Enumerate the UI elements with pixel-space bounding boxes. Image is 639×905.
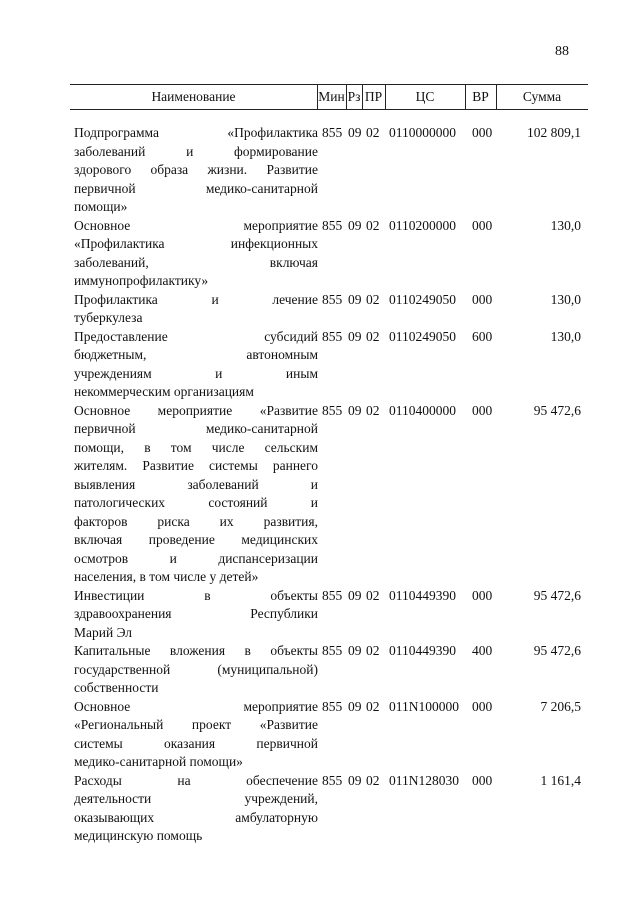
cell-rz: 09: [348, 698, 362, 714]
row-name-line: Инвестиции в объекты: [74, 587, 318, 603]
cell-vr: 000: [472, 698, 493, 714]
cell-min: 855: [322, 587, 343, 603]
cell-cs: 0110000000: [389, 125, 456, 140]
row-name: [74, 217, 318, 291]
row-name-line: Подпрограмма «Профилактика: [74, 125, 318, 140]
cell-pr: 02: [366, 402, 380, 418]
row-name-line: собственности: [74, 680, 159, 695]
cell-cs: 0110249050: [389, 291, 456, 307]
row-name: [74, 402, 318, 587]
cell-vr: 000: [472, 402, 493, 418]
cell-vr: 000: [472, 217, 493, 233]
cell-sum: 95 472,6: [533, 643, 581, 658]
row-name-line: учреждениям и иным: [74, 365, 318, 381]
cell-vr: 000: [472, 291, 493, 307]
row-name-line: Расходы на обеспечение: [74, 772, 318, 788]
table-header-bottom-rule: [70, 109, 588, 110]
cell-pr: 02: [366, 587, 380, 603]
cell-sum: 1 161,4: [540, 772, 581, 788]
cell-pr: 02: [366, 125, 380, 140]
header-cs: ЦС: [415, 89, 435, 104]
row-name-line: государственной (муниципальной): [74, 661, 318, 677]
cell-pr: 02: [366, 698, 380, 714]
row-name-line: медико-санитарной помощи»: [74, 754, 243, 769]
cell-sum: 95 472,6: [533, 402, 581, 418]
row-name-line: первичной медико-санитарной: [74, 421, 318, 436]
cell-vr: 000: [472, 772, 493, 788]
row-name-line: выявления заболеваний и: [74, 476, 318, 492]
row-name: [74, 587, 318, 643]
cell-min: 855: [322, 643, 343, 658]
cell-pr: 02: [366, 217, 380, 233]
cell-rz: 09: [348, 772, 362, 788]
row-name-line: Основное мероприятие «Развитие: [74, 402, 318, 418]
row-name-line: включая проведение медицинских: [74, 532, 318, 547]
cell-pr: 02: [366, 291, 380, 307]
table-header-top-rule: [70, 84, 588, 85]
row-name-line: заболеваний и формирование: [74, 143, 318, 159]
cell-cs: 011N100000: [389, 698, 459, 714]
row-name-line: здравоохранения Республики: [74, 606, 318, 621]
row-name: [74, 328, 318, 402]
row-name-line: жителям. Развитие системы раннего: [74, 458, 318, 473]
header-vr: ВР: [472, 89, 489, 104]
cell-vr: 000: [472, 587, 493, 603]
cell-sum: 102 809,1: [527, 125, 581, 140]
cell-sum: 7 206,5: [540, 698, 581, 714]
cell-min: 855: [322, 698, 343, 714]
cell-pr: 02: [366, 328, 380, 344]
row-name-line: заболеваний, включая: [74, 254, 318, 270]
row-name-line: Основное мероприятие: [74, 217, 318, 233]
row-name-line: помощи, в том числе сельским: [74, 439, 318, 455]
header-rz: Рз: [347, 89, 361, 104]
row-name-line: осмотров и диспансеризации: [74, 550, 318, 566]
cell-vr: 600: [472, 328, 493, 344]
row-name-line: населения, в том числе у детей»: [74, 569, 259, 584]
row-name-line: «Региональный проект «Развитие: [74, 717, 318, 732]
row-name-line: факторов риска их развития,: [74, 513, 318, 529]
cell-sum: 130,0: [550, 217, 581, 233]
row-name-line: медицинскую помощь: [74, 828, 203, 843]
row-name-line: некоммерческим организациям: [74, 384, 254, 399]
cell-cs: 0110200000: [389, 217, 456, 233]
header-sum: Сумма: [522, 89, 562, 104]
row-name-line: Профилактика и лечение: [74, 291, 318, 307]
cell-rz: 09: [348, 587, 362, 603]
row-name-line: Основное мероприятие: [74, 698, 318, 714]
cell-pr: 02: [366, 772, 380, 788]
page-number: 88: [555, 44, 569, 59]
row-name-line: Предоставление субсидий: [74, 328, 318, 344]
cell-rz: 09: [348, 125, 362, 140]
row-name-line: первичной медико-санитарной: [74, 180, 318, 196]
cell-cs: 0110249050: [389, 328, 456, 344]
cell-rz: 09: [348, 328, 362, 344]
cell-min: 855: [322, 291, 343, 307]
cell-cs: 0110400000: [389, 402, 456, 418]
cell-cs: 011N128030: [389, 772, 459, 788]
cell-min: 855: [322, 217, 343, 233]
row-name-line: бюджетным, автономным: [74, 347, 318, 362]
row-name: [74, 772, 318, 846]
cell-sum: 130,0: [550, 328, 581, 344]
cell-sum: 95 472,6: [533, 587, 581, 603]
cell-rz: 09: [348, 643, 362, 658]
row-name-line: деятельности учреждений,: [74, 791, 318, 806]
cell-cs: 0110449390: [389, 587, 456, 603]
row-name: [74, 291, 318, 328]
cell-sum: 130,0: [550, 291, 581, 307]
cell-min: 855: [322, 772, 343, 788]
row-name-line: здорового образа жизни. Развитие: [74, 162, 318, 177]
cell-rz: 09: [348, 217, 362, 233]
row-name: [74, 642, 318, 698]
row-name: [74, 698, 318, 772]
row-name-line: системы оказания первичной: [74, 735, 318, 751]
header-pr: ПР: [364, 89, 383, 104]
cell-min: 855: [322, 125, 343, 140]
cell-min: 855: [322, 328, 343, 344]
cell-cs: 0110449390: [389, 643, 456, 658]
row-name-line: иммунопрофилактику»: [74, 273, 209, 288]
cell-pr: 02: [366, 643, 380, 658]
row-name-line: оказывающих амбулаторную: [74, 809, 318, 825]
row-name: [74, 124, 318, 217]
row-name-line: патологических состояний и: [74, 495, 318, 510]
row-name-line: Марий Эл: [74, 624, 133, 640]
header-min: Мин: [318, 89, 345, 104]
row-name-line: «Профилактика инфекционных: [74, 236, 318, 251]
row-name-line: помощи»: [74, 199, 128, 214]
cell-rz: 09: [348, 291, 362, 307]
row-name-line: Капитальные вложения в объекты: [74, 643, 318, 658]
row-name-line: туберкулеза: [74, 310, 143, 325]
cell-vr: 400: [472, 643, 493, 658]
cell-rz: 09: [348, 402, 362, 418]
header-name: Наименование: [151, 89, 236, 104]
cell-min: 855: [322, 402, 343, 418]
cell-vr: 000: [472, 125, 493, 140]
